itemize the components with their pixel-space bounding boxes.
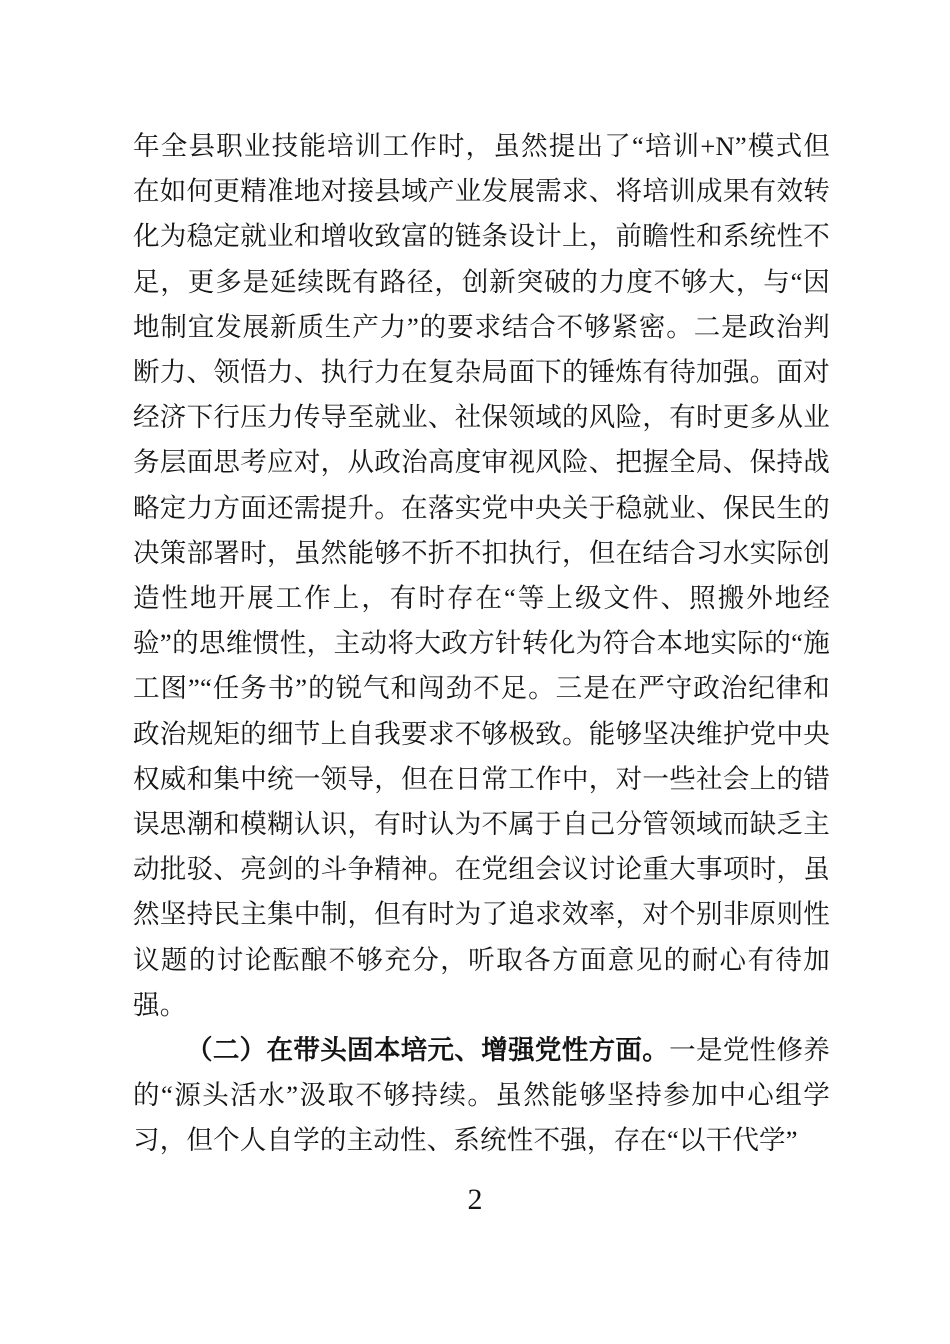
section-2-heading: （二）在带头固本培元、增强党性方面。: [186, 1035, 670, 1066]
page-number: 2: [467, 1183, 483, 1216]
section-2-body-text: 一是党性修养的“源头活水”汲取不够持续。虽然能够坚持参加中心组学习，但个人自学的主动性、系统性不强，存在“以干代学”: [133, 1035, 831, 1156]
paragraph-continuation-text: 年全县职业技能培训工作时，虽然提出了“培训+N”模式但在如何更精准地对接县域产业发展需求、将培训成果有效转化为稳定就业和增收致富的链条设计上，前瞻性和系统性不足，更多是延续既有路径，创新突破的力度不够大，与“因地制宜发展新质生产力”的要求结合不够紧密。二是政治判断力、领悟力、执行力在复杂局面下的锤炼有待加强。面对经济下行压力传导至就业、社保领域的风险，有时更多从业务层面思考应对，从政治高度审视风险、把握全局、保持战略定力方面还需提升。在落实党中央关于稳就业、保民生的决策部署时，虽然能够不折不扣执行，但在结合习水实际创造性地开展工作上，有时存在“等上级文件、照搬外地经验”的思维惯性，主动将大政方针转化为符合本地实际的“施工图”“任务书”的锐气和闯劲不足。三是在严守政治纪律和政治规矩的细节上自我要求不够极致。能够坚决维护党中央权威和集中统一领导，但在日常工作中，对一些社会上的错误思潮和模糊认识，有时认为不属于自己分管领域而缺乏主动批驳、亮剑的斗争精神。在党组会议讨论重大事项时，虽然坚持民主集中制，但有时为了追求效率，对个别非原则性议题的讨论酝酿不够充分，听取各方面意见的耐心有待加强。: [133, 131, 830, 1020]
document-body: [133, 124, 830, 1164]
paragraph-section-2: [133, 1028, 830, 1164]
paragraph-continuation: [133, 124, 830, 1028]
